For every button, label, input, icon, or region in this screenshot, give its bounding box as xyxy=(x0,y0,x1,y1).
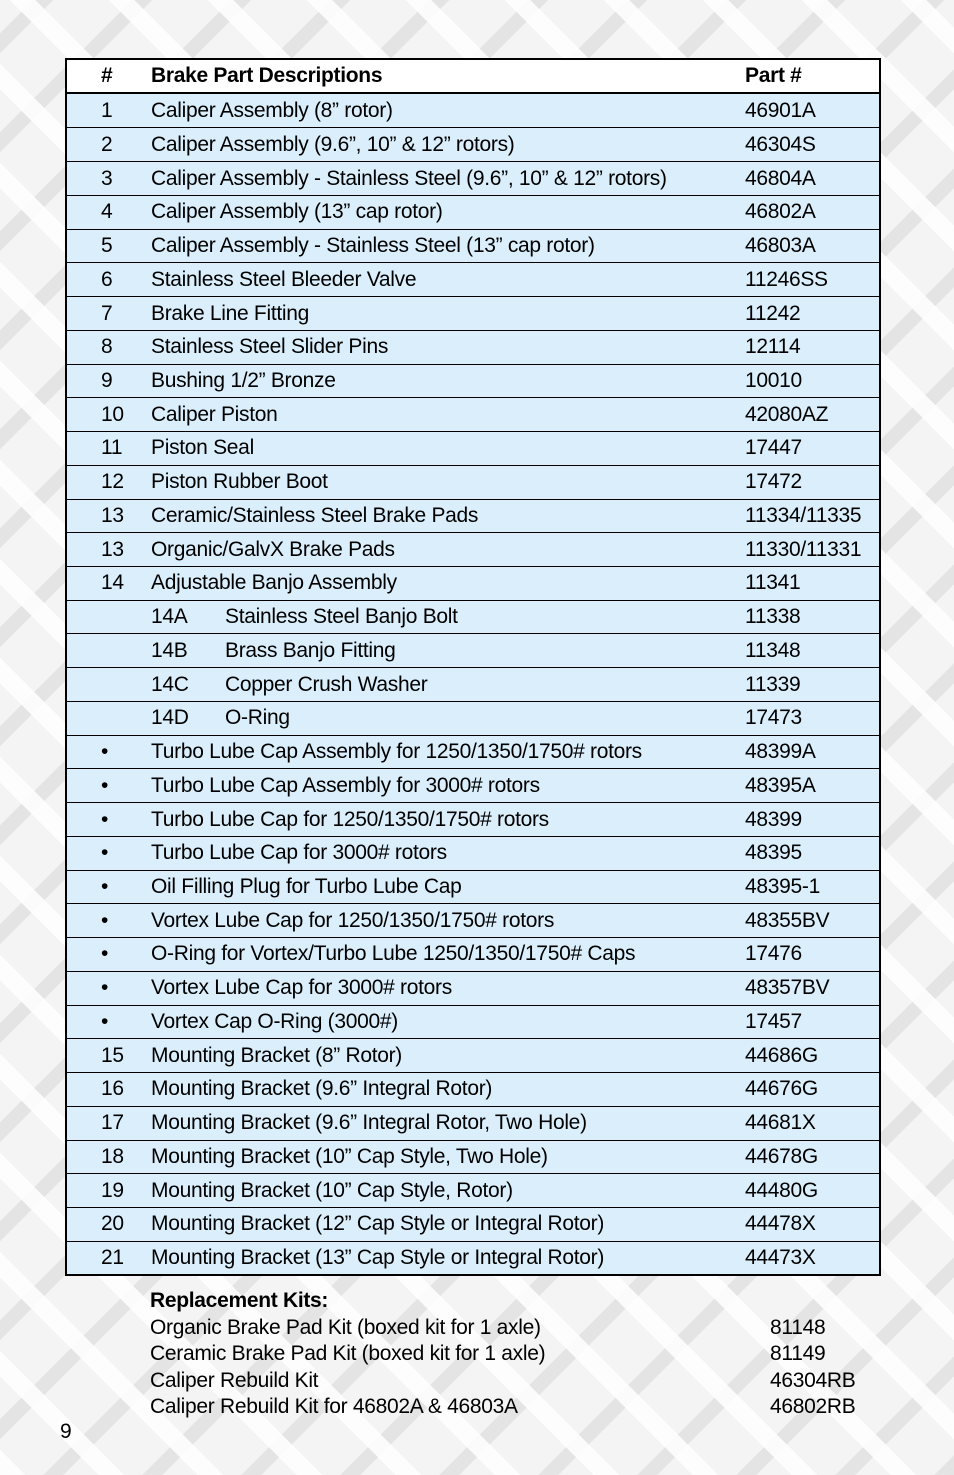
table-row xyxy=(67,870,879,904)
item-description: Mounting Bracket (9.6” Integral Rotor) xyxy=(151,1077,493,1101)
part-number: 48399A xyxy=(745,740,816,764)
item-number: • xyxy=(101,942,109,966)
kit-item xyxy=(150,1341,870,1368)
item-description: Mounting Bracket (10” Cap Style, Rotor) xyxy=(151,1178,513,1202)
header-number: # xyxy=(101,63,113,87)
item-number: 5 xyxy=(101,234,113,258)
item-description: Mounting Bracket (10” Cap Style, Two Hole) xyxy=(151,1144,548,1168)
item-description: Organic/GalvX Brake Pads xyxy=(151,537,395,561)
item-number: • xyxy=(101,874,109,898)
item-description: Stainless Steel Slider Pins xyxy=(151,335,389,359)
table-row xyxy=(67,600,879,634)
item-number: • xyxy=(101,1009,109,1033)
part-number: 44478X xyxy=(745,1212,816,1236)
item-description: Caliper Assembly - Stainless Steel (13” cap rotor) xyxy=(151,234,595,258)
part-number: 48399 xyxy=(745,807,802,831)
part-number: 17473 xyxy=(745,706,802,730)
sub-item-code: 14D xyxy=(151,706,189,730)
item-number: 21 xyxy=(101,1246,124,1270)
sub-item-description-cell xyxy=(151,639,745,663)
item-number: 8 xyxy=(101,335,113,359)
header-part-number: Part # xyxy=(745,63,802,87)
item-number: 19 xyxy=(101,1178,124,1202)
table-row xyxy=(67,1038,879,1072)
table-row xyxy=(67,1106,879,1140)
item-description: Turbo Lube Cap for 3000# rotors xyxy=(151,841,447,865)
item-number: 17 xyxy=(101,1111,124,1135)
part-number: 48395A xyxy=(745,773,816,797)
kit-description: Organic Brake Pad Kit (boxed kit for 1 axle) xyxy=(150,1315,541,1339)
kit-description: Caliper Rebuild Kit for 46802A & 46803A xyxy=(150,1395,518,1418)
item-number: • xyxy=(101,773,109,797)
table-row xyxy=(67,802,879,836)
table-row xyxy=(67,768,879,802)
part-number: 46901A xyxy=(745,98,816,122)
item-number: 10 xyxy=(101,402,124,426)
item-description: Vortex Cap O-Ring (3000#) xyxy=(151,1009,398,1033)
table-row xyxy=(67,971,879,1005)
item-description: Stainless Steel Banjo Bolt xyxy=(225,605,458,629)
item-number: 7 xyxy=(101,301,113,325)
item-number: 13 xyxy=(101,503,124,527)
item-description: Caliper Piston xyxy=(151,402,278,426)
table-row xyxy=(67,566,879,600)
kit-item xyxy=(150,1368,870,1395)
part-number: 11330/11331 xyxy=(745,537,862,561)
table-row xyxy=(67,1241,879,1275)
part-number: 46802A xyxy=(745,200,816,224)
table-row xyxy=(67,1173,879,1207)
item-description: Copper Crush Washer xyxy=(225,672,428,696)
table-row xyxy=(67,1072,879,1106)
table-row xyxy=(67,229,879,263)
item-number: • xyxy=(101,807,109,831)
item-description: Turbo Lube Cap Assembly for 1250/1350/1750# rotors xyxy=(151,740,642,764)
table-row xyxy=(67,465,879,499)
item-description: Mounting Bracket (12” Cap Style or Integral Rotor) xyxy=(151,1212,605,1236)
item-number: • xyxy=(101,740,109,764)
item-number: 14 xyxy=(101,571,124,595)
kit-description: Caliper Rebuild Kit xyxy=(150,1368,319,1392)
page-number: 9 xyxy=(60,1420,72,1443)
kit-part-number: 46802RB xyxy=(770,1395,856,1418)
sub-item-description-cell xyxy=(151,673,745,697)
item-number: • xyxy=(101,908,109,932)
item-description: Piston Rubber Boot xyxy=(151,470,328,494)
table-row xyxy=(67,397,879,431)
part-number: 17472 xyxy=(745,470,802,494)
kit-item xyxy=(150,1315,870,1342)
kit-item xyxy=(150,1394,870,1421)
item-description: Mounting Bracket (13” Cap Style or Integral Rotor) xyxy=(151,1246,605,1270)
part-number: 48395 xyxy=(745,841,802,865)
sub-item-description-cell xyxy=(151,605,745,629)
part-number: 44678G xyxy=(745,1144,818,1168)
kit-part-number: 46304RB xyxy=(770,1368,856,1392)
item-description: Mounting Bracket (9.6” Integral Rotor, Two Hole) xyxy=(151,1111,587,1135)
table-row xyxy=(67,127,879,161)
table-row xyxy=(67,633,879,667)
table-row xyxy=(67,903,879,937)
item-description: Piston Seal xyxy=(151,436,254,460)
item-description: Brass Banjo Fitting xyxy=(225,638,396,662)
kit-description: Ceramic Brake Pad Kit (boxed kit for 1 axle) xyxy=(150,1342,546,1365)
part-number: 11348 xyxy=(745,638,801,662)
part-number: 11341 xyxy=(745,571,801,595)
table-row xyxy=(67,262,879,296)
table-row xyxy=(67,161,879,195)
table-row xyxy=(67,364,879,398)
item-description: Stainless Steel Bleeder Valve xyxy=(151,267,417,291)
part-number: 46304S xyxy=(745,132,816,156)
item-description: Adjustable Banjo Assembly xyxy=(151,571,397,595)
item-description: Ceramic/Stainless Steel Brake Pads xyxy=(151,503,479,527)
part-number: 17457 xyxy=(745,1009,802,1033)
kit-part-number: 81148 xyxy=(770,1315,826,1339)
replacement-kits xyxy=(150,1288,870,1421)
part-number: 11339 xyxy=(745,672,801,696)
item-description: Mounting Bracket (8” Rotor) xyxy=(151,1043,402,1067)
item-number: 6 xyxy=(101,267,113,291)
table-row xyxy=(67,532,879,566)
part-number: 46803A xyxy=(745,234,816,258)
item-number: 9 xyxy=(101,368,113,392)
item-number: 11 xyxy=(101,436,123,460)
table-row xyxy=(67,937,879,971)
sub-item-code: 14B xyxy=(151,638,188,662)
item-description: Oil Filling Plug for Turbo Lube Cap xyxy=(151,874,462,898)
table-row xyxy=(67,1005,879,1039)
part-number: 17447 xyxy=(745,436,802,460)
table-row xyxy=(67,330,879,364)
sub-item-code: 14C xyxy=(151,672,189,696)
table-row xyxy=(67,296,879,330)
table-row xyxy=(67,836,879,870)
item-number: 4 xyxy=(101,200,113,224)
kits-title: Replacement Kits: xyxy=(150,1289,329,1312)
sub-item-code: 14A xyxy=(151,605,188,629)
item-description: Bushing 1/2” Bronze xyxy=(151,368,336,392)
item-number: 15 xyxy=(101,1043,124,1067)
item-description: Vortex Lube Cap for 3000# rotors xyxy=(151,976,452,1000)
sub-item-description-cell xyxy=(151,706,745,730)
item-description: O-Ring xyxy=(225,706,290,730)
table-header xyxy=(67,60,879,94)
table-row xyxy=(67,735,879,769)
item-number: 2 xyxy=(101,132,113,156)
part-number: 44480G xyxy=(745,1178,818,1202)
part-number: 44686G xyxy=(745,1043,818,1067)
table-row xyxy=(67,195,879,229)
part-number: 44473X xyxy=(745,1246,816,1270)
header-description: Brake Part Descriptions xyxy=(151,63,383,87)
item-description: Turbo Lube Cap Assembly for 3000# rotors xyxy=(151,773,540,797)
part-number: 11246SS xyxy=(745,267,828,291)
item-number: 20 xyxy=(101,1212,124,1236)
kit-part-number: 81149 xyxy=(770,1342,826,1365)
part-number: 10010 xyxy=(745,368,802,392)
table-row xyxy=(67,94,879,128)
part-number: 11338 xyxy=(745,605,801,629)
table-body xyxy=(67,94,879,1275)
item-number: • xyxy=(101,841,109,865)
item-number: 18 xyxy=(101,1144,124,1168)
part-number: 48357BV xyxy=(745,976,830,1000)
item-number: 3 xyxy=(101,166,113,190)
item-number: 16 xyxy=(101,1077,124,1101)
item-description: Caliper Assembly (13” cap rotor) xyxy=(151,200,443,224)
item-description: Caliper Assembly (8” rotor) xyxy=(151,98,393,122)
item-description: Turbo Lube Cap for 1250/1350/1750# rotors xyxy=(151,807,549,831)
item-number: • xyxy=(101,976,109,1000)
item-description: O-Ring for Vortex/Turbo Lube 1250/1350/1750# Caps xyxy=(151,942,636,966)
item-number: 13 xyxy=(101,537,124,561)
item-description: Brake Line Fitting xyxy=(151,301,310,325)
table-row xyxy=(67,667,879,701)
item-description: Caliper Assembly - Stainless Steel (9.6”, 10” & 12” rotors) xyxy=(151,166,667,190)
table-row xyxy=(67,1207,879,1241)
table-row xyxy=(67,701,879,735)
part-number: 12114 xyxy=(745,335,801,359)
part-number: 46804A xyxy=(745,166,816,190)
part-number: 44676G xyxy=(745,1077,818,1101)
part-number: 17476 xyxy=(745,942,802,966)
table-row xyxy=(67,431,879,465)
part-number: 11334/11335 xyxy=(745,503,862,527)
table-row xyxy=(67,499,879,533)
table-row xyxy=(67,1140,879,1174)
kits-list xyxy=(150,1315,870,1421)
item-number: 1 xyxy=(101,98,113,122)
parts-table xyxy=(65,58,881,1276)
part-number: 44681X xyxy=(745,1111,816,1135)
item-description: Caliper Assembly (9.6”, 10” & 12” rotors) xyxy=(151,132,515,156)
part-number: 11242 xyxy=(745,301,801,325)
part-number: 48395-1 xyxy=(745,874,820,898)
item-number: 12 xyxy=(101,470,124,494)
item-description: Vortex Lube Cap for 1250/1350/1750# rotors xyxy=(151,908,555,932)
part-number: 42080AZ xyxy=(745,402,829,426)
part-number: 48355BV xyxy=(745,908,830,932)
